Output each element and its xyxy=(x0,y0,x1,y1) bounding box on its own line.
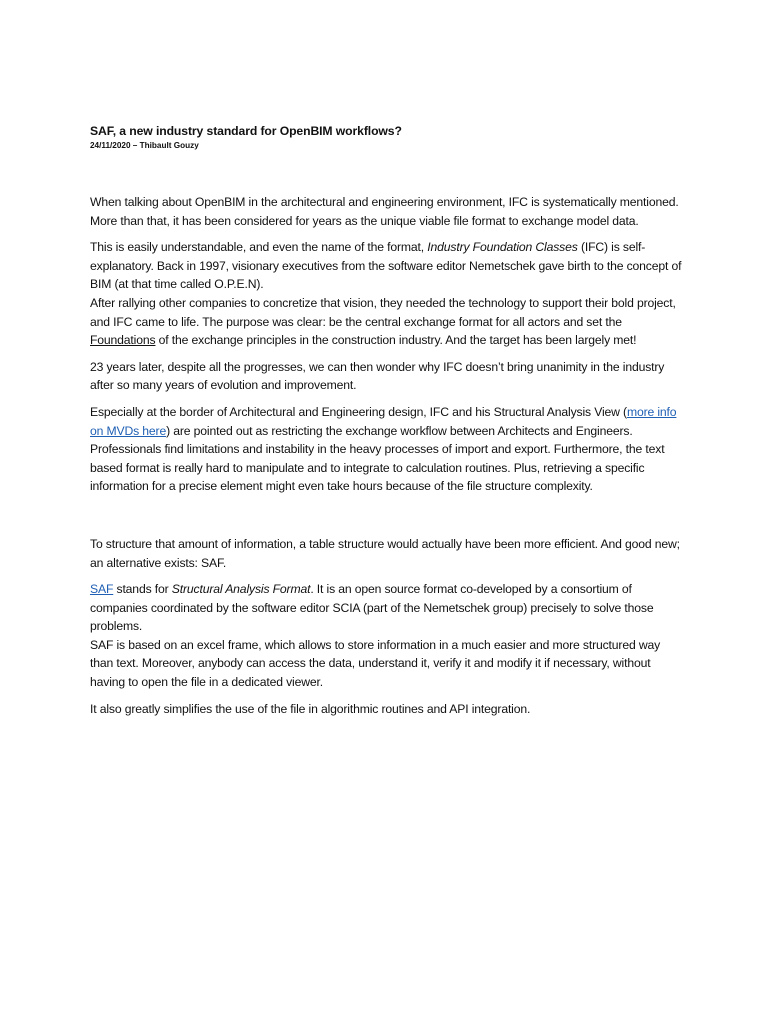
text-segment: of the exchange principles in the construction industry. And the target has been largely met! xyxy=(155,333,637,348)
mvd-info-link[interactable]: more info on MVDs here xyxy=(90,404,677,438)
paragraph-ifc-history xyxy=(90,238,682,350)
article-title: SAF, a new industry standard for OpenBIM workflows? xyxy=(90,124,402,138)
text-segment: Professionals find limitations and instability in the heavy processes of import and export. Furthermore, the text based format is really hard to manipulate and to integrate to calculation routines. Plus, retrieving a specific information for a precise element might even take hours because of the file structure complexity. xyxy=(90,442,665,494)
underlined-term: Foundations xyxy=(90,333,156,348)
article-body xyxy=(90,124,682,718)
text-segment: SAF is based on an excel frame, which allows to store information in a much easier and more structured way than text. Moreover, anybody can access the data, understand it, verify it and modify it if necessary, without having to open the file in a dedicated viewer. xyxy=(90,637,661,690)
paragraph-saf-description xyxy=(90,580,682,692)
article-date-author: 24/11/2020 – Thibault Gouzy xyxy=(90,141,199,150)
text-segment: This is easily understandable, and even the name of the format, xyxy=(90,240,428,255)
paragraph-api-integration: It also greatly simplifies the use of the file in algorithmic routines and API integration. xyxy=(90,701,531,716)
text-segment: (IFC) is self-explanatory. Back in 1997, visionary executives from the software editor Nemetschek gave birth to the concept of BIM (at that time called O.P.E.N). xyxy=(90,240,682,292)
paragraph-unanimity: 23 years later, despite all the progresses, we can then wonder why IFC doesn’t bring unanimity in the industry after so many years of evolution and improvement. xyxy=(90,359,665,393)
saf-link[interactable]: SAF xyxy=(90,582,114,597)
text-segment: After rallying other companies to concretize that vision, they needed the technology to support their bold project, and IFC came to life. The purpose was clear: be the central exchange format for all actors and set the xyxy=(90,295,676,329)
paragraph-table-structure: To structure that amount of information, a table structure would actually have been more efficient. And good new; an alternative exists: SAF. xyxy=(90,536,680,570)
paragraph-limitations xyxy=(90,403,682,496)
text-segment: ) are pointed out as restricting the exchange workflow between Architects and Engineers. xyxy=(166,423,633,438)
text-segment: Especially at the border of Architectural and Engineering design, IFC and his Structural Analysis View ( xyxy=(90,404,627,419)
paragraph-intro: When talking about OpenBIM in the architectural and engineering environment, IFC is systematically mentioned. More than that, it has been considered for years as the unique viable file format to exchange model data. xyxy=(90,195,679,228)
text-segment: stands for xyxy=(113,582,172,597)
text-segment: . It is an open source format co-developed by a consortium of companies coordinated by the software editor SCIA (part of the Nemetschek group) precisely to solve those problems. xyxy=(90,582,654,634)
italic-term: Industry Foundation Classes xyxy=(427,240,578,255)
italic-term: Structural Analysis Format xyxy=(171,582,311,597)
